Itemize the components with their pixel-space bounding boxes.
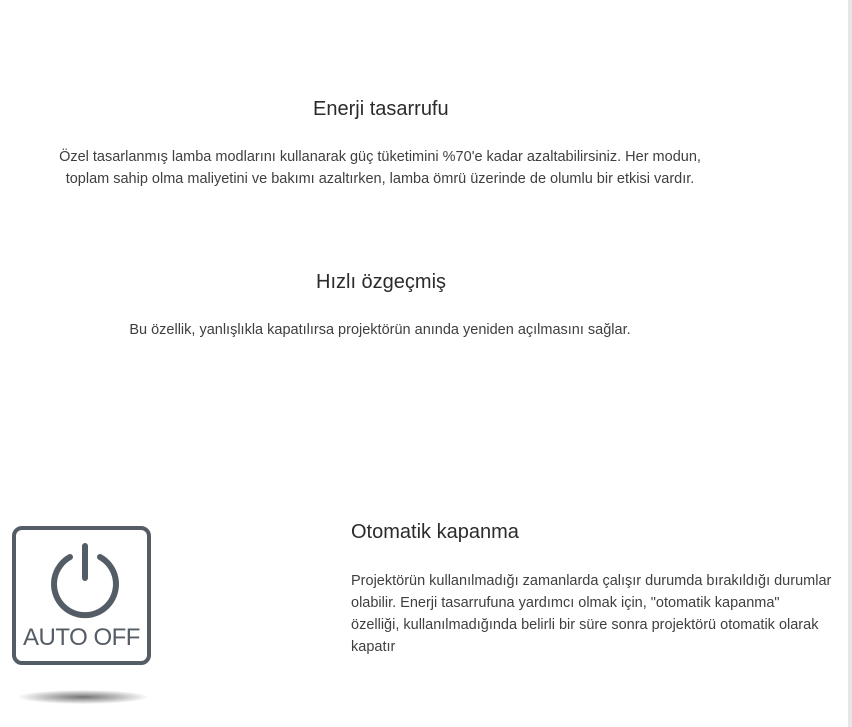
auto-off-line-2: olabilir. Enerji tasarrufuna yardımcı olmak için, "otomatik kapanma" (351, 595, 780, 611)
auto-off-badge-label: AUTO OFF (23, 624, 140, 651)
power-icon (48, 540, 123, 620)
energy-saving-line-2: toplam sahip olma maliyetini ve bakımı azaltırken, lamba ömrü üzerinde de olumlu bir etkisi vardır. (65, 171, 695, 187)
auto-off-description (351, 570, 849, 658)
energy-saving-line-1: Özel tasarlanmış lamba modlarını kullanarak güç tüketimini %70'e kadar azaltabilirsiniz. Her modun, (59, 149, 701, 165)
energy-saving-description (40, 146, 720, 190)
quick-resume-title: Hızlı özgeçmiş (316, 271, 447, 293)
auto-off-line-4: kapatır (351, 639, 396, 655)
badge-shadow (18, 690, 148, 704)
auto-off-title: Otomatik kapanma (351, 521, 519, 543)
auto-off-badge (12, 526, 151, 665)
auto-off-line-1: Projektörün kullanılmadığı zamanlarda çalışır durumda bırakıldığı durumlar (351, 573, 832, 589)
quick-resume-description: Bu özellik, yanlışlıkla kapatılırsa projektörün anında yeniden açılmasını sağlar. (129, 322, 631, 338)
energy-saving-title: Enerji tasarrufu (313, 98, 449, 120)
auto-off-line-3: özelliği, kullanılmadığında belirli bir süre sonra projektörü otomatik olarak (351, 617, 819, 633)
